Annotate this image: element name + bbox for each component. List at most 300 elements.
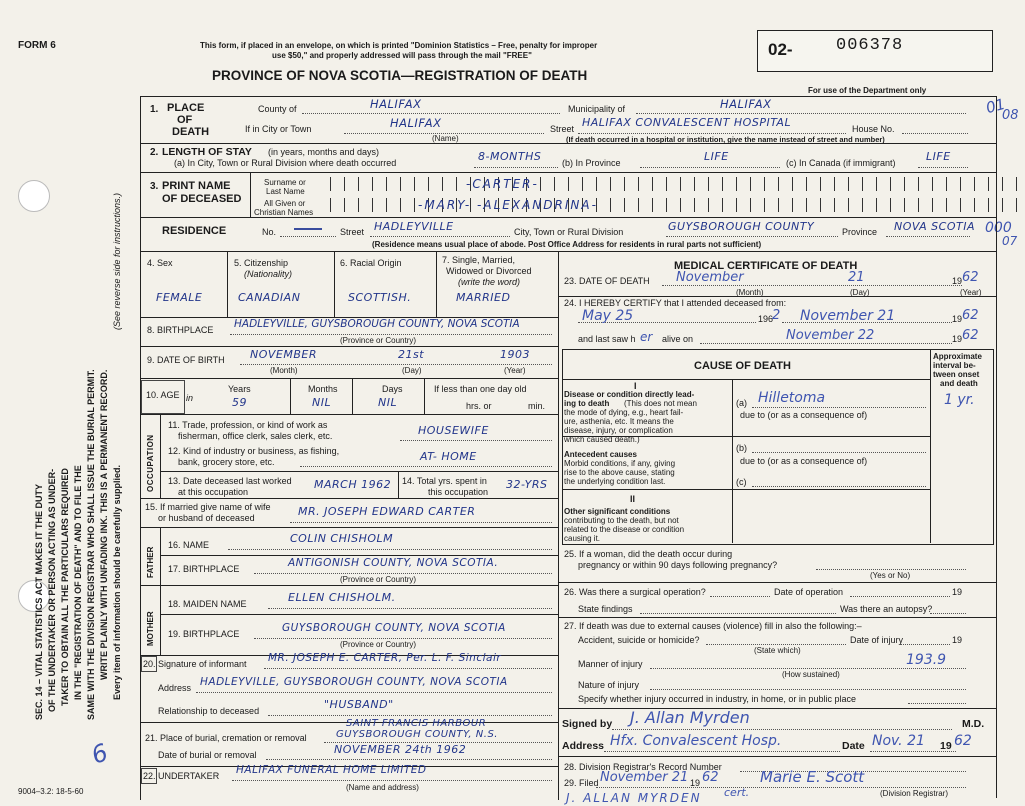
grid-cell bbox=[989, 177, 1003, 191]
city-label: If in City or Town bbox=[245, 124, 312, 134]
signed-line bbox=[612, 729, 952, 730]
col-div-c bbox=[436, 251, 437, 317]
rule-6 bbox=[140, 346, 558, 347]
age-years-value: 59 bbox=[232, 396, 247, 409]
residence-province-label: Province bbox=[842, 227, 878, 237]
stay-b-value: LIFE bbox=[704, 150, 729, 163]
cause-b-due: due to (or as a consequence of) bbox=[740, 456, 868, 466]
street-note: (If death occurred in a hospital or institution, give the name instead of street and number) bbox=[566, 135, 885, 144]
q26-line bbox=[710, 596, 770, 597]
attended-from-year: 196 bbox=[758, 314, 774, 324]
informant-value: MR. JOSEPH E. CARTER, Per. L. F. Sinclair bbox=[268, 652, 502, 664]
spouse-label-2: or husband of deceased bbox=[158, 513, 255, 523]
grid-cell bbox=[541, 177, 555, 191]
grid-cell bbox=[401, 198, 415, 212]
grid-cell bbox=[961, 177, 975, 191]
q27-label: 27. If death was due to external causes (violence) fill in also the following:– bbox=[564, 621, 862, 631]
q26-state-line bbox=[640, 613, 836, 614]
grid-cell bbox=[765, 198, 779, 212]
grid-cell bbox=[415, 177, 429, 191]
attended-to-year: 19 bbox=[952, 314, 963, 324]
grid-cell bbox=[597, 198, 611, 212]
grid-cell bbox=[695, 177, 709, 191]
occ-rule bbox=[160, 471, 558, 472]
occupation-side-divider bbox=[160, 414, 161, 498]
occupation-side-label: OCCUPATION bbox=[146, 434, 155, 492]
citizenship-label-2: (Nationality) bbox=[244, 269, 293, 279]
death-month-caption: (Month) bbox=[736, 288, 764, 297]
grid-cell bbox=[891, 177, 905, 191]
municipality-label: Municipality of bbox=[568, 104, 626, 114]
rule-3 bbox=[140, 217, 996, 218]
street-value: HALIFAX CONVALESCENT HOSPITAL bbox=[582, 116, 792, 129]
name-divider bbox=[250, 172, 251, 217]
side-instructions-3: TAKER TO OBTAIN ALL THE PARTICULARS REQUIRED bbox=[60, 468, 70, 706]
q27-accident-line bbox=[706, 644, 846, 645]
q25-line bbox=[816, 569, 966, 570]
dob-year: 1903 bbox=[500, 348, 530, 361]
residence-street-label: Street bbox=[340, 227, 365, 237]
occ-q12-line bbox=[300, 466, 552, 467]
spouse-value: MR. JOSEPH EDWARD CARTER bbox=[298, 505, 476, 518]
grid-cell bbox=[373, 177, 387, 191]
rule-7 bbox=[140, 378, 558, 379]
age-div-2 bbox=[352, 378, 353, 414]
dob-month-caption: (Month) bbox=[270, 366, 298, 375]
q27-injury-label: Date of injury bbox=[850, 635, 904, 645]
punch-hole-top bbox=[18, 180, 50, 212]
grid-cell bbox=[695, 198, 709, 212]
grid-cell bbox=[905, 177, 919, 191]
grid-cell bbox=[373, 198, 387, 212]
registration-number: 006378 bbox=[836, 36, 904, 55]
grid-cell bbox=[933, 177, 947, 191]
q29-value: November 21 bbox=[600, 770, 689, 785]
grid-cell bbox=[821, 198, 835, 212]
disease-3: (This does not mean bbox=[624, 399, 697, 408]
informant-address-value: HADLEYVILLE, GUYSBOROUGH COUNTY, NOVA SCOTIA bbox=[200, 676, 508, 688]
disease-6: disease, injury, or complication bbox=[564, 426, 673, 435]
informant-line bbox=[264, 668, 552, 669]
other-4: causing it. bbox=[564, 534, 601, 543]
grid-cell bbox=[821, 177, 835, 191]
q29-year-prefix: 19 bbox=[690, 778, 701, 788]
margin-mark: 6 bbox=[87, 738, 112, 770]
rule-9 bbox=[140, 498, 558, 499]
city-value: HALIFAX bbox=[390, 116, 442, 130]
city-caption: (Name) bbox=[432, 134, 459, 143]
grid-cell bbox=[779, 198, 793, 212]
form-frame-left bbox=[140, 96, 141, 800]
medical-title: MEDICAL CERTIFICATE OF DEATH bbox=[674, 260, 858, 272]
undertaker-caption: (Name and address) bbox=[346, 783, 419, 792]
age-years-label: Years bbox=[228, 384, 251, 394]
q25-label-2: pregnancy or within 90 days following pregnancy? bbox=[578, 560, 778, 570]
residence-city-value: GUYSBOROUGH COUNTY bbox=[668, 220, 815, 233]
q27-code-value: 193.9 bbox=[906, 652, 947, 668]
disease-7: which caused death.) bbox=[564, 435, 640, 444]
age-days-value: NIL bbox=[378, 396, 398, 409]
father-name-label: 16. NAME bbox=[168, 540, 210, 550]
sign-date-label: Date bbox=[842, 740, 865, 752]
stay-b-line bbox=[640, 167, 780, 168]
stay-c-value: LIFE bbox=[926, 150, 951, 163]
cause-rule-1 bbox=[562, 436, 930, 437]
residence-province-value: NOVA SCOTIA bbox=[894, 220, 975, 233]
alive-value: November 22 bbox=[786, 328, 875, 343]
grid-cell bbox=[387, 177, 401, 191]
street-line bbox=[578, 133, 846, 134]
q26-autopsy-label: Was there an autopsy? bbox=[840, 604, 933, 614]
cause-a-label: (a) bbox=[736, 398, 747, 408]
q29-year: 62 bbox=[702, 770, 719, 785]
cause-roman-2: II bbox=[630, 494, 636, 504]
dob-day-caption: (Day) bbox=[402, 366, 422, 375]
grid-cell bbox=[359, 177, 373, 191]
alive-line bbox=[700, 343, 952, 344]
envelope-note-2: use $50," and properly addressed will pass through the mail "FREE" bbox=[272, 51, 532, 60]
residence-label: RESIDENCE bbox=[162, 225, 227, 237]
mother-bp-label: 19. BIRTHPLACE bbox=[168, 629, 240, 639]
side-instructions-7: (See reverse side for instructions.) bbox=[112, 192, 122, 330]
med-rule-27 bbox=[558, 708, 996, 709]
antecedent-2: Morbid conditions, if any, giving bbox=[564, 459, 676, 468]
sign-date-value: Nov. 21 bbox=[872, 733, 925, 749]
sign-date-year: 62 bbox=[954, 733, 972, 749]
cause-header-rule bbox=[562, 379, 930, 380]
given-label-1: All Given or bbox=[264, 199, 306, 208]
residence-street-value: HADLEYVILLE bbox=[374, 220, 454, 233]
relationship-value: "HUSBAND" bbox=[324, 698, 394, 711]
name-label-1: PRINT NAME bbox=[162, 180, 231, 192]
col-div-b bbox=[334, 251, 335, 317]
surname-grid bbox=[330, 177, 1025, 191]
surname-value: -CARTER- bbox=[466, 177, 539, 191]
grid-cell bbox=[709, 177, 723, 191]
grid-cell bbox=[989, 198, 1003, 212]
county-line bbox=[302, 113, 560, 114]
other-3: related to the disease or condition bbox=[564, 525, 685, 534]
grid-cell bbox=[751, 177, 765, 191]
grid-cell bbox=[330, 198, 345, 212]
q26-year-prefix: 19 bbox=[952, 587, 963, 597]
q26-date-line bbox=[850, 596, 950, 597]
stay-label: LENGTH OF STAY bbox=[162, 146, 252, 158]
grid-cell bbox=[330, 177, 345, 191]
father-bp-value: ANTIGONISH COUNTY, NOVA SCOTIA. bbox=[288, 557, 499, 569]
undertaker-label: 22. UNDERTAKER bbox=[143, 771, 220, 781]
surname-label-2: Last Name bbox=[266, 187, 305, 196]
cause-a-due: due to (or as a consequence of) bbox=[740, 410, 868, 420]
house-line bbox=[902, 133, 968, 134]
rule-4 bbox=[140, 251, 996, 252]
rule-8 bbox=[140, 414, 558, 415]
med-rule-26 bbox=[558, 617, 996, 618]
residence-province-line bbox=[886, 236, 970, 237]
dob-month: NOVEMBER bbox=[250, 348, 317, 361]
grid-cell bbox=[919, 177, 933, 191]
q27-caption: (State which) bbox=[754, 646, 801, 655]
stay-label-sub: (in years, months and days) bbox=[268, 147, 380, 157]
grid-cell bbox=[667, 198, 681, 212]
grid-cell bbox=[443, 177, 457, 191]
street-label: Street bbox=[550, 124, 575, 134]
q27-manner-caption: (How sustained) bbox=[782, 670, 840, 679]
center-divider bbox=[558, 251, 559, 800]
residence-city-label: City, Town or Rural Division bbox=[514, 227, 624, 237]
interval-3: tween onset bbox=[933, 370, 980, 379]
birthplace-value: HADLEYVILLE, GUYSBOROUGH COUNTY, NOVA SCOTIA bbox=[234, 318, 520, 330]
informant-address-line bbox=[196, 692, 552, 693]
father-name-line bbox=[228, 549, 552, 550]
rule-10 bbox=[140, 527, 558, 528]
grid-cell bbox=[345, 198, 359, 212]
occ-q13-value: MARCH 1962 bbox=[314, 478, 392, 491]
mother-side-divider bbox=[160, 585, 161, 655]
spouse-label-1: 15. If married give name of wife bbox=[145, 502, 271, 512]
occ-q11-1: 11. Trade, profession, or kind of work as bbox=[168, 420, 328, 430]
grid-cell bbox=[779, 177, 793, 191]
name-num: 3. bbox=[150, 181, 159, 192]
grid-cell bbox=[891, 198, 905, 212]
department-code-4: 07 bbox=[1002, 234, 1018, 248]
grid-cell bbox=[793, 177, 807, 191]
marital-label-1: 7. Single, Married, bbox=[442, 255, 516, 265]
grid-cell bbox=[1017, 177, 1025, 191]
disease-1: Disease or condition directly lead- bbox=[564, 390, 695, 399]
interval-1: Approximate bbox=[933, 352, 982, 361]
age-div-1 bbox=[290, 378, 291, 414]
grid-cell bbox=[849, 198, 863, 212]
death-date-month: November bbox=[676, 270, 744, 285]
other-1: Other significant conditions bbox=[564, 507, 671, 516]
grid-cell bbox=[681, 177, 695, 191]
occ-q13-1: 13. Date deceased last worked bbox=[168, 476, 292, 486]
stay-a-label: (a) In City, Town or Rural Division where death occurred bbox=[174, 158, 397, 168]
cause-c-label: (c) bbox=[736, 477, 747, 487]
cause-a-interval: 1 yr. bbox=[944, 392, 975, 408]
death-date-day: 21 bbox=[848, 270, 865, 285]
attended-from: May 25 bbox=[582, 308, 634, 324]
name-label-2: OF DECEASED bbox=[162, 193, 242, 205]
alive-year-hw: 62 bbox=[962, 328, 979, 343]
disease-4: the mode of dying, e.g., heart fail- bbox=[564, 408, 684, 417]
marital-label-2: Widowed or Divorced bbox=[446, 266, 532, 276]
q27-manner-line bbox=[650, 668, 966, 669]
q29-line bbox=[596, 787, 966, 788]
sex-label: 4. Sex bbox=[147, 258, 173, 268]
place-num: 1. bbox=[150, 104, 159, 115]
age-in-label: in bbox=[186, 393, 194, 403]
grid-cell bbox=[905, 198, 919, 212]
grid-cell bbox=[667, 177, 681, 191]
given-value: -MARY- -ALEXANDRINA- bbox=[418, 198, 598, 212]
racial-label: 6. Racial Origin bbox=[340, 258, 402, 268]
grid-cell bbox=[849, 177, 863, 191]
attended-from-year-hw: 2 bbox=[772, 308, 781, 323]
grid-cell bbox=[653, 198, 667, 212]
q28-label: 28. Division Registrar's Record Number bbox=[564, 762, 722, 772]
grid-cell bbox=[863, 198, 877, 212]
racial-value: SCOTTISH. bbox=[348, 291, 412, 304]
grid-cell bbox=[807, 177, 821, 191]
disease-5: ure, asthenia, etc. It means the bbox=[564, 417, 674, 426]
rule-top bbox=[140, 96, 996, 97]
grid-cell bbox=[835, 198, 849, 212]
father-rule bbox=[160, 555, 558, 556]
col-div-a bbox=[227, 251, 228, 317]
grid-cell bbox=[975, 198, 989, 212]
signed-value: J. Allan Myrden bbox=[630, 708, 750, 727]
grid-cell bbox=[583, 177, 597, 191]
side-instructions-8: Every item of information should be carefully supplied. bbox=[112, 464, 122, 700]
grid-cell bbox=[345, 177, 359, 191]
occ-q14-value: 32-YRS bbox=[506, 478, 548, 491]
cause-title: CAUSE OF DEATH bbox=[694, 360, 791, 372]
stay-c-line bbox=[918, 167, 968, 168]
relationship-label: Relationship to deceased bbox=[158, 706, 260, 716]
mother-bp-caption: (Province or Country) bbox=[340, 640, 417, 649]
interval-2: interval be- bbox=[933, 361, 976, 370]
side-instructions-4: IN THE "REGISTRATION OF DEATH" AND TO FILE THE bbox=[73, 465, 83, 700]
stay-num: 2. bbox=[150, 147, 159, 158]
grid-cell bbox=[625, 177, 639, 191]
q27-manner-label: Manner of injury bbox=[578, 659, 643, 669]
relationship-line bbox=[268, 715, 552, 716]
residence-street-line bbox=[370, 236, 510, 237]
residence-note: (Residence means usual place of abode. Post Office Address for residents in rural parts not sufficient) bbox=[372, 240, 762, 249]
mother-side-label: MOTHER bbox=[146, 611, 155, 646]
grid-cell bbox=[737, 198, 751, 212]
father-bp-caption: (Province or Country) bbox=[340, 575, 417, 584]
citizenship-value: CANADIAN bbox=[238, 291, 301, 304]
death-year-caption: (Year) bbox=[960, 288, 982, 297]
other-divider bbox=[732, 489, 733, 543]
grid-cell bbox=[723, 177, 737, 191]
med-rule-sign bbox=[558, 756, 996, 757]
antecedent-4: the underlying condition last. bbox=[564, 477, 666, 486]
grid-cell bbox=[737, 177, 751, 191]
grid-cell bbox=[807, 198, 821, 212]
cause-b-label: (b) bbox=[736, 443, 747, 453]
rule-11 bbox=[140, 585, 558, 586]
registrar-value: Marie E. Scott bbox=[760, 768, 865, 786]
house-label: House No. bbox=[852, 124, 895, 134]
mother-name-label: 18. MAIDEN NAME bbox=[168, 599, 247, 609]
mother-name-line bbox=[268, 608, 552, 609]
municipality-line bbox=[636, 113, 966, 114]
stay-b-label: (b) In Province bbox=[562, 158, 621, 168]
q27-accident-label: Accident, suicide or homicide? bbox=[578, 635, 700, 645]
last-saw-hw: er bbox=[640, 330, 653, 344]
q27-nature-line bbox=[650, 689, 966, 690]
rule-1 bbox=[140, 143, 996, 144]
grid-cell bbox=[639, 198, 653, 212]
undertaker-value: HALIFAX FUNERAL HOME LIMITED bbox=[236, 764, 427, 776]
disease-2: ing to death bbox=[564, 399, 610, 408]
marital-value: MARRIED bbox=[456, 291, 511, 304]
alive-label: alive on bbox=[662, 334, 694, 344]
death-date-year: 62 bbox=[962, 270, 979, 285]
sign-address-value: Hfx. Convalescent Hosp. bbox=[610, 733, 782, 749]
citizenship-label-1: 5. Citizenship bbox=[234, 258, 289, 268]
cause-b-line bbox=[752, 452, 926, 453]
spouse-line bbox=[290, 522, 552, 523]
attended-label: 24. I HEREBY CERTIFY that I attended deceased from: bbox=[564, 298, 787, 308]
q26-date-label: Date of operation bbox=[774, 587, 844, 597]
occ-q14-1: 14. Total yrs. spent in bbox=[402, 476, 487, 486]
print-code: 9004–3.2: 18-5-60 bbox=[18, 787, 84, 796]
cause-rule-2 bbox=[562, 489, 930, 490]
grid-cell bbox=[793, 198, 807, 212]
dob-day: 21st bbox=[398, 348, 425, 361]
grid-cell bbox=[919, 198, 933, 212]
side-instructions-6: WRITE PLAINLY WITH UNFADING INK. THIS IS A PERMANENT RECORD. bbox=[99, 369, 109, 680]
grid-cell bbox=[653, 177, 667, 191]
grid-cell bbox=[387, 198, 401, 212]
interval-4: and death bbox=[940, 379, 978, 388]
grid-cell bbox=[765, 177, 779, 191]
mother-rule bbox=[160, 614, 558, 615]
form-number: FORM 6 bbox=[18, 40, 56, 51]
mother-name-value: ELLEN CHISHOLM. bbox=[288, 591, 396, 604]
burial-date-line bbox=[266, 759, 552, 760]
county-label: County of bbox=[258, 104, 297, 114]
grid-cell bbox=[625, 198, 639, 212]
age-days-label: Days bbox=[382, 384, 403, 394]
side-instructions-5: SAME WITH THE DIVISION REGISTRAR WHO SHALL ISSUE THE BURIAL PERMIT. bbox=[86, 369, 96, 720]
stay-a-line bbox=[474, 167, 558, 168]
place-label-3: DEATH bbox=[172, 126, 210, 138]
q27-specify-line bbox=[908, 703, 966, 704]
stay-c-label: (c) In Canada (if immigrant) bbox=[786, 158, 896, 168]
municipality-value: HALIFAX bbox=[720, 97, 772, 111]
residence-no-label: No. bbox=[262, 227, 277, 237]
department-code-2: 08 bbox=[1002, 108, 1019, 123]
q26-autopsy-line bbox=[930, 613, 966, 614]
age-hrs-label: hrs. or bbox=[466, 401, 492, 411]
age-div-3 bbox=[424, 378, 425, 414]
sign-address-label: Address bbox=[562, 740, 605, 752]
grid-cell bbox=[947, 177, 961, 191]
q27-nature-label: Nature of injury bbox=[578, 680, 640, 690]
med-rule-25 bbox=[558, 582, 996, 583]
grid-cell bbox=[975, 177, 989, 191]
age-less-label: If less than one day old bbox=[434, 384, 527, 394]
grid-cell bbox=[877, 198, 891, 212]
grid-cell bbox=[877, 177, 891, 191]
cause-c-line bbox=[752, 486, 926, 487]
attended-to: November 21 bbox=[800, 308, 896, 324]
sex-value: FEMALE bbox=[156, 291, 203, 304]
cause-interval-divider bbox=[930, 349, 931, 543]
marital-label-3: (write the word) bbox=[458, 277, 521, 287]
grid-cell bbox=[569, 177, 583, 191]
father-name-value: COLIN CHISHOLM bbox=[290, 532, 394, 545]
informant-label: 20. Signature of informant bbox=[143, 659, 247, 669]
occ-q11-line bbox=[400, 440, 552, 441]
grid-cell bbox=[597, 177, 611, 191]
residence-no-dash bbox=[294, 228, 322, 230]
cause-roman-1: I bbox=[634, 381, 637, 391]
death-date-line bbox=[662, 285, 962, 286]
grid-cell bbox=[1003, 198, 1017, 212]
other-2: contributing to the death, but not bbox=[564, 516, 679, 525]
side-instructions-1: SEC. 14 – VITAL STATISTICS ACT MAKES IT THE DUTY bbox=[34, 483, 44, 720]
cause-label-divider bbox=[732, 379, 733, 489]
occ-div bbox=[398, 471, 399, 498]
grid-cell bbox=[611, 198, 625, 212]
